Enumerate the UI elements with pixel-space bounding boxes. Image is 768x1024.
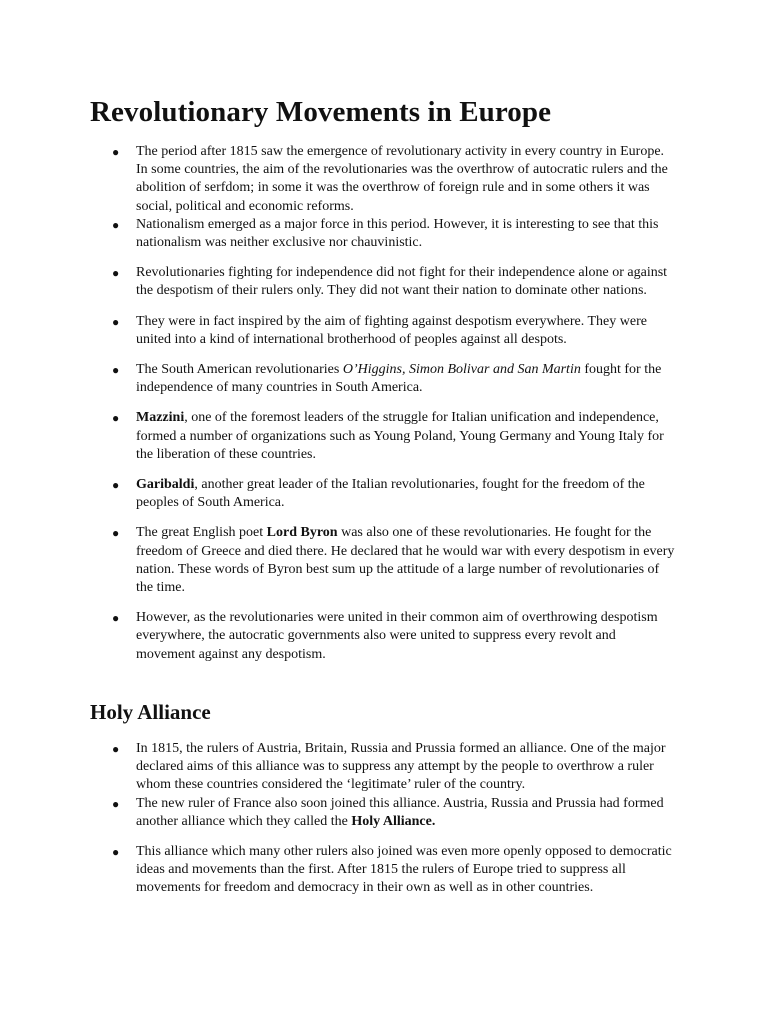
list-item-text: They were in fact inspired by the aim of fighting against despotism everywhere. They were united into a kind of international brotherhood of peoples against all despots. — [136, 313, 647, 347]
list-item-text: Nationalism emerged as a major force in this period. However, it is interesting to see that this nationalism was neither exclusive nor chauvinistic. — [136, 216, 659, 251]
list-item — [0, 740, 676, 795]
mazzini-name: Mazzini — [136, 410, 185, 426]
bullet-icon: ● — [112, 796, 120, 811]
list-item — [0, 476, 676, 512]
list-item — [0, 216, 676, 252]
bullet-icon: ● — [112, 266, 120, 281]
list-item-text: , another great leader of the Italian revolutionaries, fought for the freedom of the peoples of South America. — [136, 477, 645, 511]
page-title: Revolutionary Movements in Europe — [90, 96, 552, 128]
holy-alliance-term: Holy Alliance. — [351, 813, 436, 829]
list-item — [0, 264, 676, 300]
list-item — [0, 524, 676, 597]
bullet-icon: ● — [112, 145, 120, 159]
garibaldi-name: Garibaldi — [136, 477, 195, 493]
list-item-text: The period after 1815 saw the emergence of revolutionary activity in every country in Europe. In some countries, the aim of the revolutionaries was the overthrow of autocratic rulers and the abolition of serfdom; in some it was the overthrow of foreign rule and in some others it was social, political and economic reforms. — [136, 144, 668, 214]
revolutionaries-names: O’Higgins, Simon Bolivar and San Martin — [342, 362, 581, 378]
bullet-icon: ● — [112, 526, 120, 541]
list-item-text: fought for the independence of many countries in South America. — [136, 362, 662, 396]
list-item-text: However, as the revolutionaries were united in their common aim of overthrowing despotism everywhere, the autocratic governments also were united to suppress every revolt and movement against any despotism. — [136, 610, 658, 662]
list-item-text: In 1815, the rulers of Austria, Britain, Russia and Prussia formed an alliance. One of the major declared aims of this alliance was to suppress any attempt by the people to overthrow a ruler whom these countries considered the ‘legitimate’ ruler of the country. — [136, 741, 666, 793]
bullet-icon: ● — [112, 217, 120, 232]
list-item-text: was also one of these revolutionaries. He fought for the freedom of Greece and died there. He declared that he would war with every despotism in every nation. These words of Byron best sum up the attitude of a large number of revolutionaries of the time. — [136, 525, 675, 596]
bullet-icon: ● — [112, 478, 120, 493]
list-item — [0, 409, 676, 464]
bullet-icon: ● — [112, 314, 120, 329]
bullet-icon: ● — [112, 845, 120, 860]
revolutionary-movements-list — [0, 143, 768, 664]
list-item — [0, 143, 676, 216]
list-item-text: , one of the foremost leaders of the struggle for Italian unification and independence, formed a number of organizations such as Young Poland, Young Germany and Young Italy for the liberation of these countries. — [136, 410, 664, 462]
bullet-icon: ● — [112, 363, 120, 378]
list-item-text: The South American revolutionaries — [136, 362, 343, 378]
holy-alliance-list — [0, 740, 768, 898]
lord-byron-name: Lord Byron — [266, 525, 338, 541]
list-item — [0, 795, 676, 831]
list-item — [0, 361, 676, 397]
list-item — [0, 843, 676, 898]
bullet-icon: ● — [112, 742, 120, 756]
section-heading: Holy Alliance — [90, 700, 211, 724]
list-item-text: The new ruler of France also soon joined this alliance. Austria, Russia and Prussia had formed another alliance which they called the — [136, 795, 664, 829]
list-item-text: This alliance which many other rulers also joined was even more openly opposed to democratic ideas and movements than the first. After 1815 the rulers of Europe tried to suppress all movements for freedom and democracy in their own as well as in other countries. — [136, 844, 672, 896]
list-item-text: The great English poet — [136, 525, 267, 541]
list-item — [0, 609, 676, 664]
bullet-icon: ● — [112, 411, 120, 426]
list-item — [0, 313, 676, 349]
list-item-text: Revolutionaries fighting for independence did not fight for their independence alone or against the despotism of their rulers only. They did not want their nation to dominate other nations. — [136, 265, 668, 299]
bullet-icon: ● — [112, 611, 120, 626]
